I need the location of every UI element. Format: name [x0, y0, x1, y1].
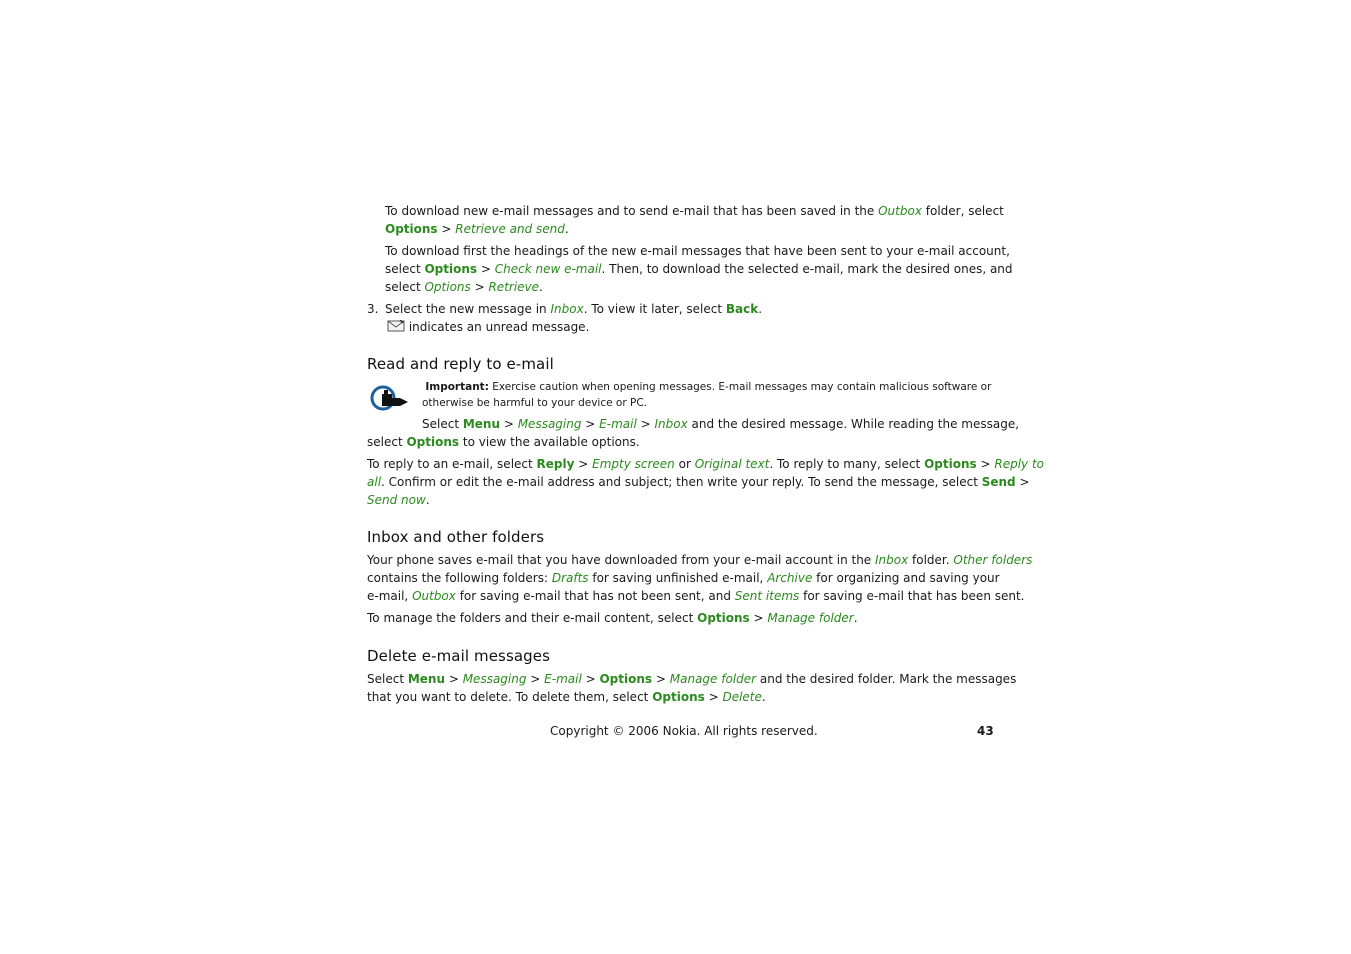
options-key: Options — [599, 672, 653, 686]
paragraph-reply: To reply to an e-mail, select Reply > Empty screen or Original text. To reply to many, select Options > Reply to all. Confirm or edit the e-mail address and subject; then write your reply. To send the message, select Send > Send now. — [367, 457, 1044, 507]
important-hand-icon — [370, 384, 410, 414]
reply-key: Reply — [536, 457, 575, 471]
menu-key: Menu — [407, 672, 446, 686]
unread-envelope-icon — [387, 320, 405, 332]
options-key: Options — [385, 222, 438, 236]
options-item: Options — [424, 280, 471, 294]
inbox-item: Inbox — [550, 302, 584, 316]
options-key: Options — [924, 457, 977, 471]
options-key: Options — [424, 262, 478, 276]
heading-delete-messages: Delete e-mail messages — [367, 647, 551, 665]
outbox-link: Outbox — [878, 204, 922, 218]
paragraph-delete: Select Menu > Messaging > E-mail > Options > Manage folder and the desired folder. Mark the messages that you want to delete. To delete them, select Options > Delete. — [367, 672, 1017, 704]
send-key: Send — [981, 475, 1016, 489]
important-label: Important: — [425, 381, 489, 393]
step-3-text: Select the new message in Inbox. To view it later, select Back. indicates an unread message. — [385, 302, 763, 334]
email-item: E-mail — [599, 417, 637, 431]
paragraph-manage-folders: To manage the folders and their e-mail content, select Options > Manage folder. — [367, 611, 858, 625]
sent-items-item: Sent items — [734, 589, 800, 603]
archive-item: Archive — [767, 571, 813, 585]
paragraph-select-inbox: Select Menu > Messaging > E-mail > Inbox and the desired message. While reading the message, select Options to view the available options. — [367, 417, 1020, 449]
messaging-item: Messaging — [462, 672, 527, 686]
reply-to-all-item-cont: all — [367, 475, 382, 489]
outbox-item: Outbox — [412, 589, 456, 603]
messaging-item: Messaging — [517, 417, 582, 431]
inbox-item: Inbox — [654, 417, 688, 431]
check-new-email-item: Check new e-mail — [494, 262, 602, 276]
important-note: Important: Exercise caution when opening messages. E-mail messages may contain malicious software or otherwise be harmful to your device or PC. — [422, 381, 992, 409]
reply-to-all-item: Reply to — [994, 457, 1044, 471]
email-item: E-mail — [544, 672, 582, 686]
footer-copyright: Copyright © 2006 Nokia. All rights reserved. — [550, 724, 818, 738]
paragraph-folders: Your phone saves e-mail that you have downloaded from your e-mail account in the Inbox folder. Other folders contains the following folders: Drafts for saving unfinished e-mail, Archive for organizing and saving your e-mail, Outbox for saving e-mail that has not been sent, and Sent items for saving e-mail that has been sent. — [367, 553, 1033, 603]
empty-screen-item: Empty screen — [592, 457, 675, 471]
manage-folder-item: Manage folder — [767, 611, 854, 625]
retrieve-item: Retrieve — [488, 280, 540, 294]
original-text-item: Original text — [694, 457, 770, 471]
drafts-item: Drafts — [551, 571, 589, 585]
heading-read-and-reply: Read and reply to e-mail — [367, 355, 554, 373]
other-folders-item: Other folders — [953, 553, 1033, 567]
paragraph-download-send: To download new e-mail messages and to send e-mail that has been saved in the Outbox folder, select Options > Retrieve and send. — [385, 204, 1004, 236]
options-key: Options — [652, 690, 705, 704]
delete-item: Delete — [722, 690, 762, 704]
retrieve-and-send-item: Retrieve and send — [455, 222, 565, 236]
menu-key: Menu — [462, 417, 501, 431]
back-key: Back — [725, 302, 759, 316]
page-number: 43 — [977, 724, 994, 738]
options-key: Options — [406, 435, 460, 449]
heading-inbox-folders: Inbox and other folders — [367, 528, 545, 546]
manage-folder-item: Manage folder — [669, 672, 757, 686]
inbox-item: Inbox — [875, 553, 909, 567]
send-now-item: Send now — [367, 493, 426, 507]
options-key: Options — [697, 611, 750, 625]
paragraph-download-headings: To download first the headings of the new e-mail messages that have been sent to your e-mail account, select Options > Check new e-mail. Then, to download the selected e-mail, mark the desired ones, and select Options > Retrieve. — [385, 244, 1013, 294]
step-3-number: 3. — [367, 302, 379, 316]
